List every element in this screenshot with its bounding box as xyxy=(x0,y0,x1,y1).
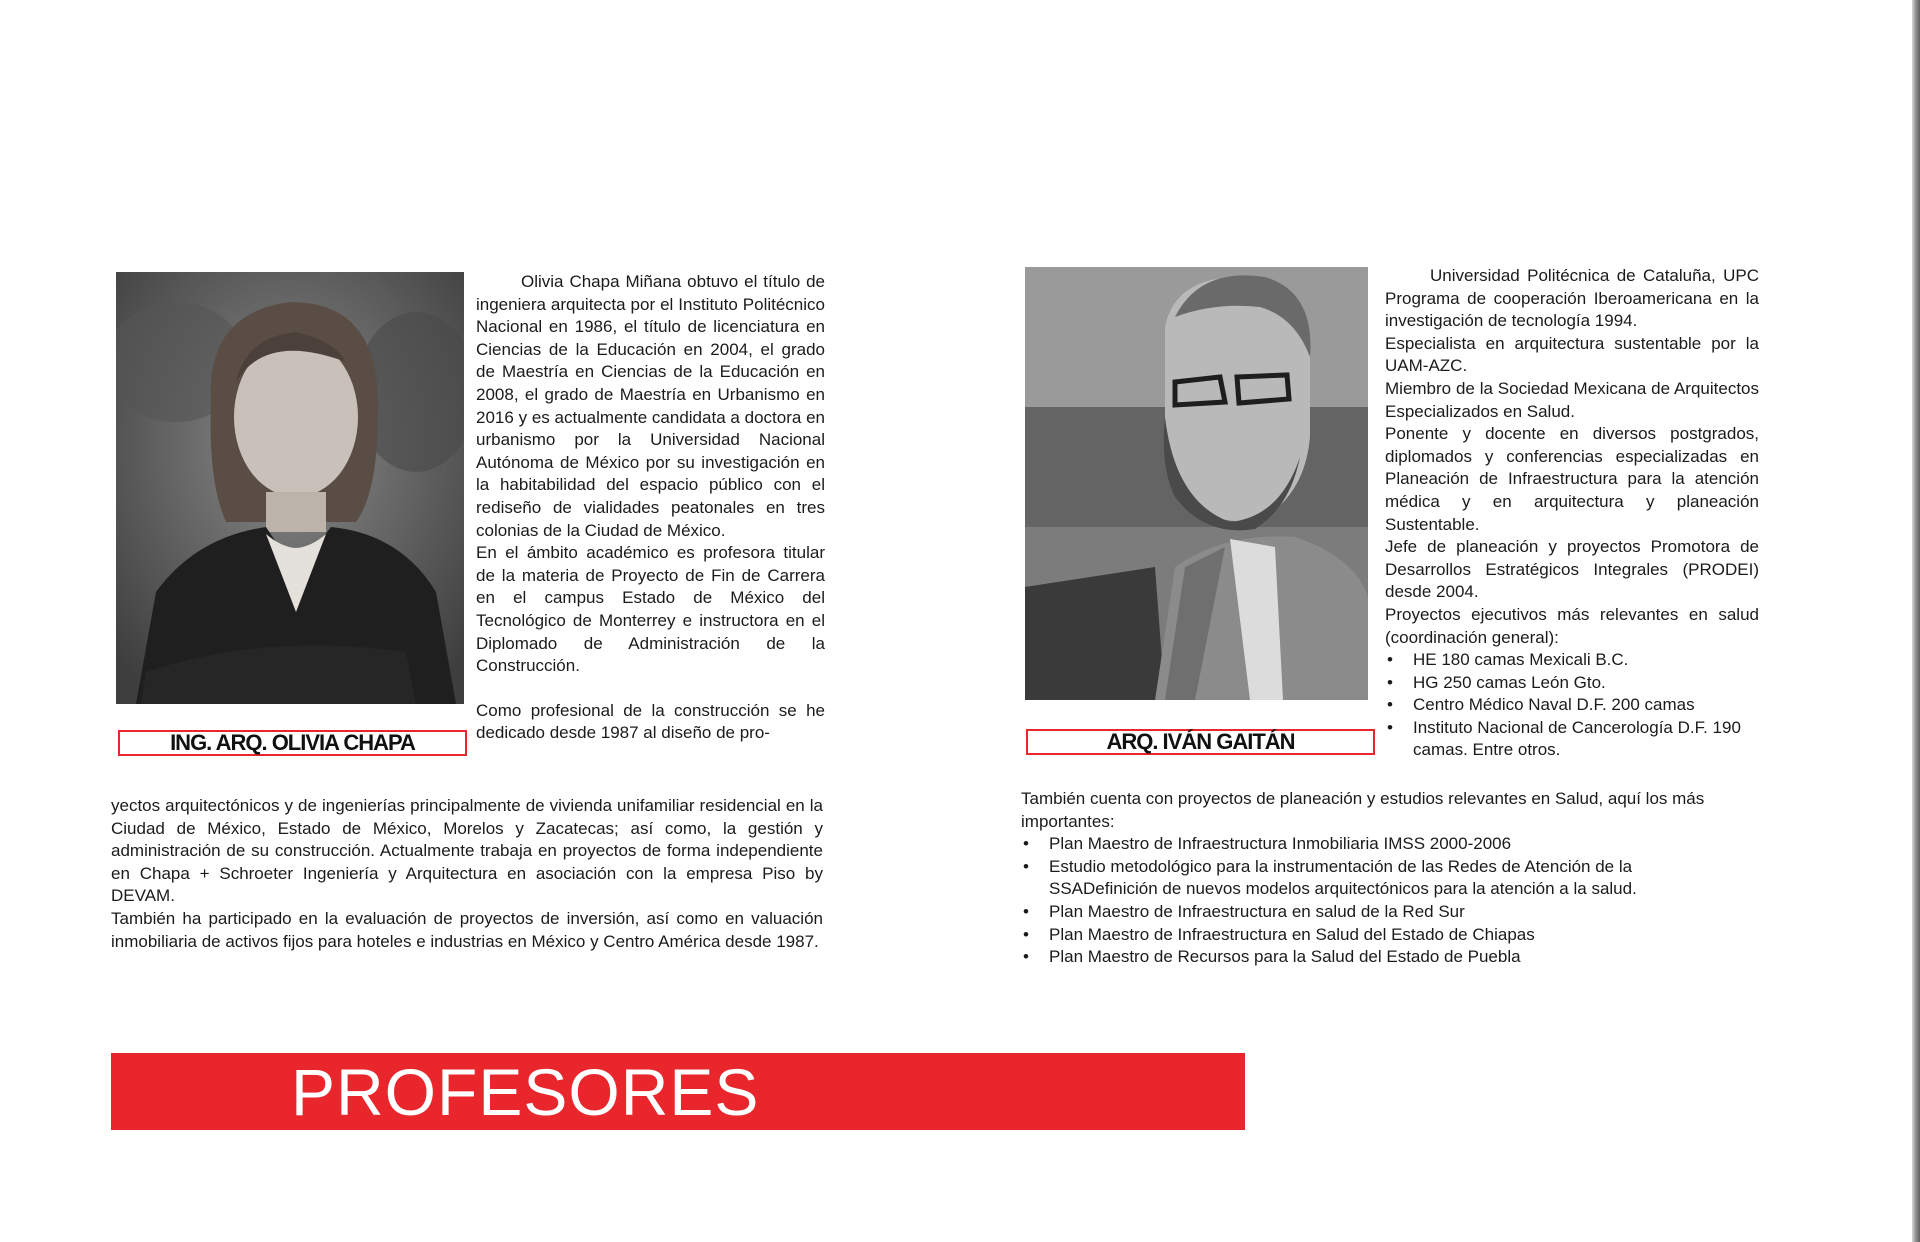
list-item: • Plan Maestro de Recursos para la Salud del Estado de Puebla xyxy=(1021,946,1711,969)
bio-olivia-paragraph: También ha participado en la evaluación de proyectos de inversión, así como en valuación inmobiliaria de activos fijos para hoteles e industrias en México y Centro América desde 1987. xyxy=(111,908,823,951)
profile-name-olivia xyxy=(118,730,467,756)
profile-name-ivan xyxy=(1026,729,1375,755)
bio-ivan-column xyxy=(1385,265,1759,762)
bio-olivia-paragraph: En el ámbito académico es profesora titular de la materia de Proyecto de Fin de Carrera en el campus Estado de México del Tecnológico de Monterrey e instructora en el Diplomado de Administración de la Construcción. xyxy=(476,543,825,676)
section-banner xyxy=(111,1053,1245,1130)
section-title: PROFESORES xyxy=(291,1055,760,1129)
list-item: • Plan Maestro de Infraestructura Inmobiliaria IMSS 2000-2006 xyxy=(1021,833,1711,856)
bio-ivan-project-list xyxy=(1385,649,1759,762)
bio-ivan-intro: También cuenta con proyectos de planeación y estudios relevantes en Salud, aquí los más importantes: xyxy=(1021,789,1705,831)
portrait-photo-olivia xyxy=(116,272,464,704)
profile-name-ivan-text: ARQ. IVÁN GAITÁN xyxy=(1106,729,1295,754)
page-edge-shadow xyxy=(1912,0,1920,1242)
profile-name-olivia-text: ING. ARQ. OLIVIA CHAPA xyxy=(170,730,415,755)
list-item: • Estudio metodológico para la instrumentación de las Redes de Atención de la SSADefinición de nuevos modelos arquitectónicos para la atención a la salud. xyxy=(1021,856,1711,901)
bio-ivan-paragraph: Universidad Politécnica de Cataluña, UPC Programa de cooperación Iberoamericana en la investigación de tecnología 1994. xyxy=(1385,266,1759,331)
bio-ivan-continued xyxy=(1021,788,1711,969)
list-item: • Centro Médico Naval D.F. 200 camas xyxy=(1385,694,1759,717)
bio-ivan-planning-list xyxy=(1021,833,1711,969)
bio-ivan-paragraph: Miembro de la Sociedad Mexicana de Arquitectos Especializados en Salud. xyxy=(1385,378,1759,421)
portrait-photo-ivan xyxy=(1025,267,1368,700)
list-item: • Instituto Nacional de Cancerología D.F. 190 camas. Entre otros. xyxy=(1385,717,1759,762)
list-item: • Plan Maestro de Infraestructura en Salud del Estado de Chiapas xyxy=(1021,924,1711,947)
bio-olivia-paragraph: yectos arquitectónicos y de ingenierías principalmente de vivienda unifamiliar residencial en la Ciudad de México, Estado de México, Morelos y Zacatecas; así como, la gestión y administración de su construcción. Actualmente trabaja en proyectos de forma independiente en Chapa + Schroeter Ingeniería y Arquitectura en asociación con la empresa Piso by DEVAM. xyxy=(111,796,823,906)
bio-olivia-paragraph: Olivia Chapa Miñana obtuvo el título de ingeniera arquitecta por el Instituto Politécnico Nacional en 1986, el título de licenciatura en Ciencias de la Educación en 2004, el grado de Maestría en Ciencias de la Educación en 2008, el grado de Maestría en Urbanismo en 2016 y es actualmente candidata a doctora en urbanismo por la Universidad Nacional Autónoma de México por su investigación en la habitabilidad del espacio público con el rediseño de vialidades peatonales en tres colonias de la Ciudad de México. xyxy=(476,272,825,540)
bio-ivan-paragraph: Especialista en arquitectura sustentable por la UAM-AZC. xyxy=(1385,333,1759,376)
bio-ivan-paragraph: Proyectos ejecutivos más relevantes en salud (coordinación general): xyxy=(1385,604,1759,647)
list-item: • HE 180 camas Mexicali B.C. xyxy=(1385,649,1759,672)
bio-olivia-column xyxy=(476,271,825,745)
bio-ivan-paragraph: Jefe de planeación y proyectos Promotora de Desarrollos Estratégicos Integrales (PRODEI) desde 2004. xyxy=(1385,537,1759,602)
list-item: • HG 250 camas León Gto. xyxy=(1385,672,1759,695)
bio-ivan-paragraph: Ponente y docente en diversos postgrados, diplomados y conferencias especializadas en Planeación de Infraestructura para la atención médica y en arquitectura y planeación Sustentable. xyxy=(1385,424,1759,534)
bio-olivia-continued xyxy=(111,795,823,953)
list-item: • Plan Maestro de Infraestructura en salud de la Red Sur xyxy=(1021,901,1711,924)
bio-olivia-paragraph: Como profesional de la construcción se he dedicado desde 1987 al diseño de pro- xyxy=(476,700,825,743)
